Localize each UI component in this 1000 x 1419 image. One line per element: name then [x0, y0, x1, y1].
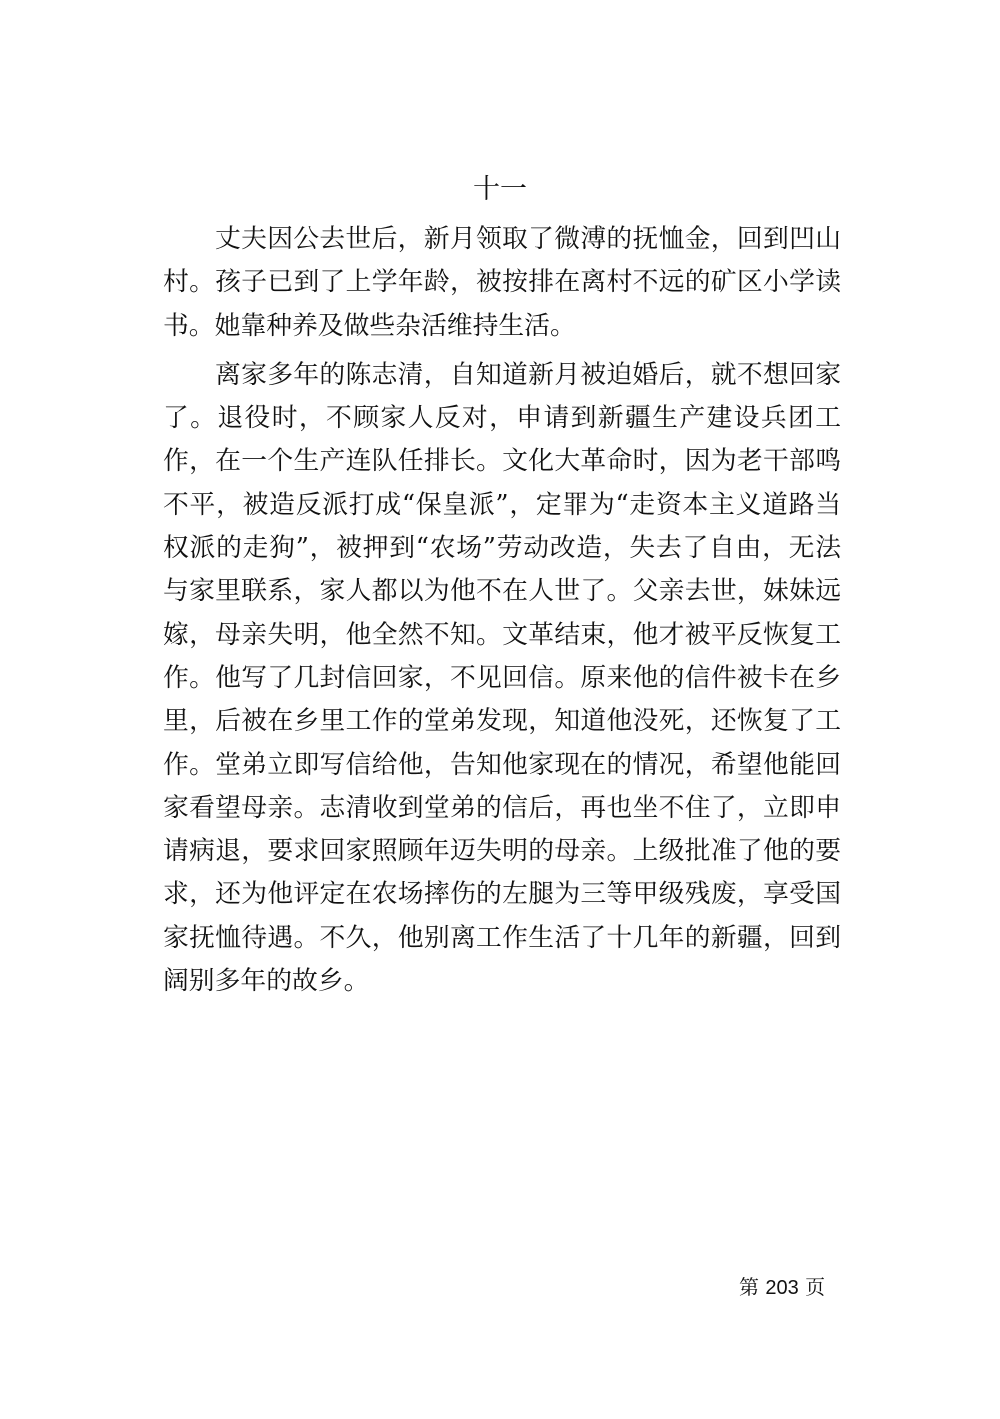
body-text [163, 218, 841, 1009]
paragraph: 离家多年的陈志清，自知道新月被迫婚后，就不想回家了。退役时，不顾家人反对，申请到新疆生产建设兵团工作，在一个生产连队任排长。文化大革命时，因为老干部鸣不平，被造反派打成“保皇派”，定罪为“走资本主义道路当权派的走狗”，被押到“农场”劳动改造，失去了自由，无法与家里联系，家人都以为他不在人世了。父亲去世，妹妹远嫁，母亲失明，他全然不知。文革结束，他才被平反恢复工作。他写了几封信回家，不见回信。原来他的信件被卡在乡里，后被在乡里工作的堂弟发现，知道他没死，还恢复了工作。堂弟立即写信给他，告知他家现在的情况，希望他能回家看望母亲。志清收到堂弟的信后，再也坐不住了，立即申请病退，要求回家照顾年迈失明的母亲。上级批准了他的要求，还为他评定在农场摔伤的左腿为三等甲级残废，享受国家抚恤待遇。不久，他别离工作生活了十几年的新疆，回到阔别多年的故乡。 [163, 359, 841, 997]
page-number-suffix: 页 [805, 1275, 826, 1299]
page-number-value: 203 [765, 1277, 799, 1299]
chapter-heading: 十一 [473, 174, 527, 205]
paragraph: 丈夫因公去世后，新月领取了微溥的抚恤金，回到凹山村。孩子已到了上学年龄，被按排在离村不远的矿区小学读书。她靠种养及做些杂活维持生活。 [163, 224, 841, 341]
page-number-prefix: 第 [739, 1275, 759, 1299]
page-number [739, 1272, 825, 1303]
